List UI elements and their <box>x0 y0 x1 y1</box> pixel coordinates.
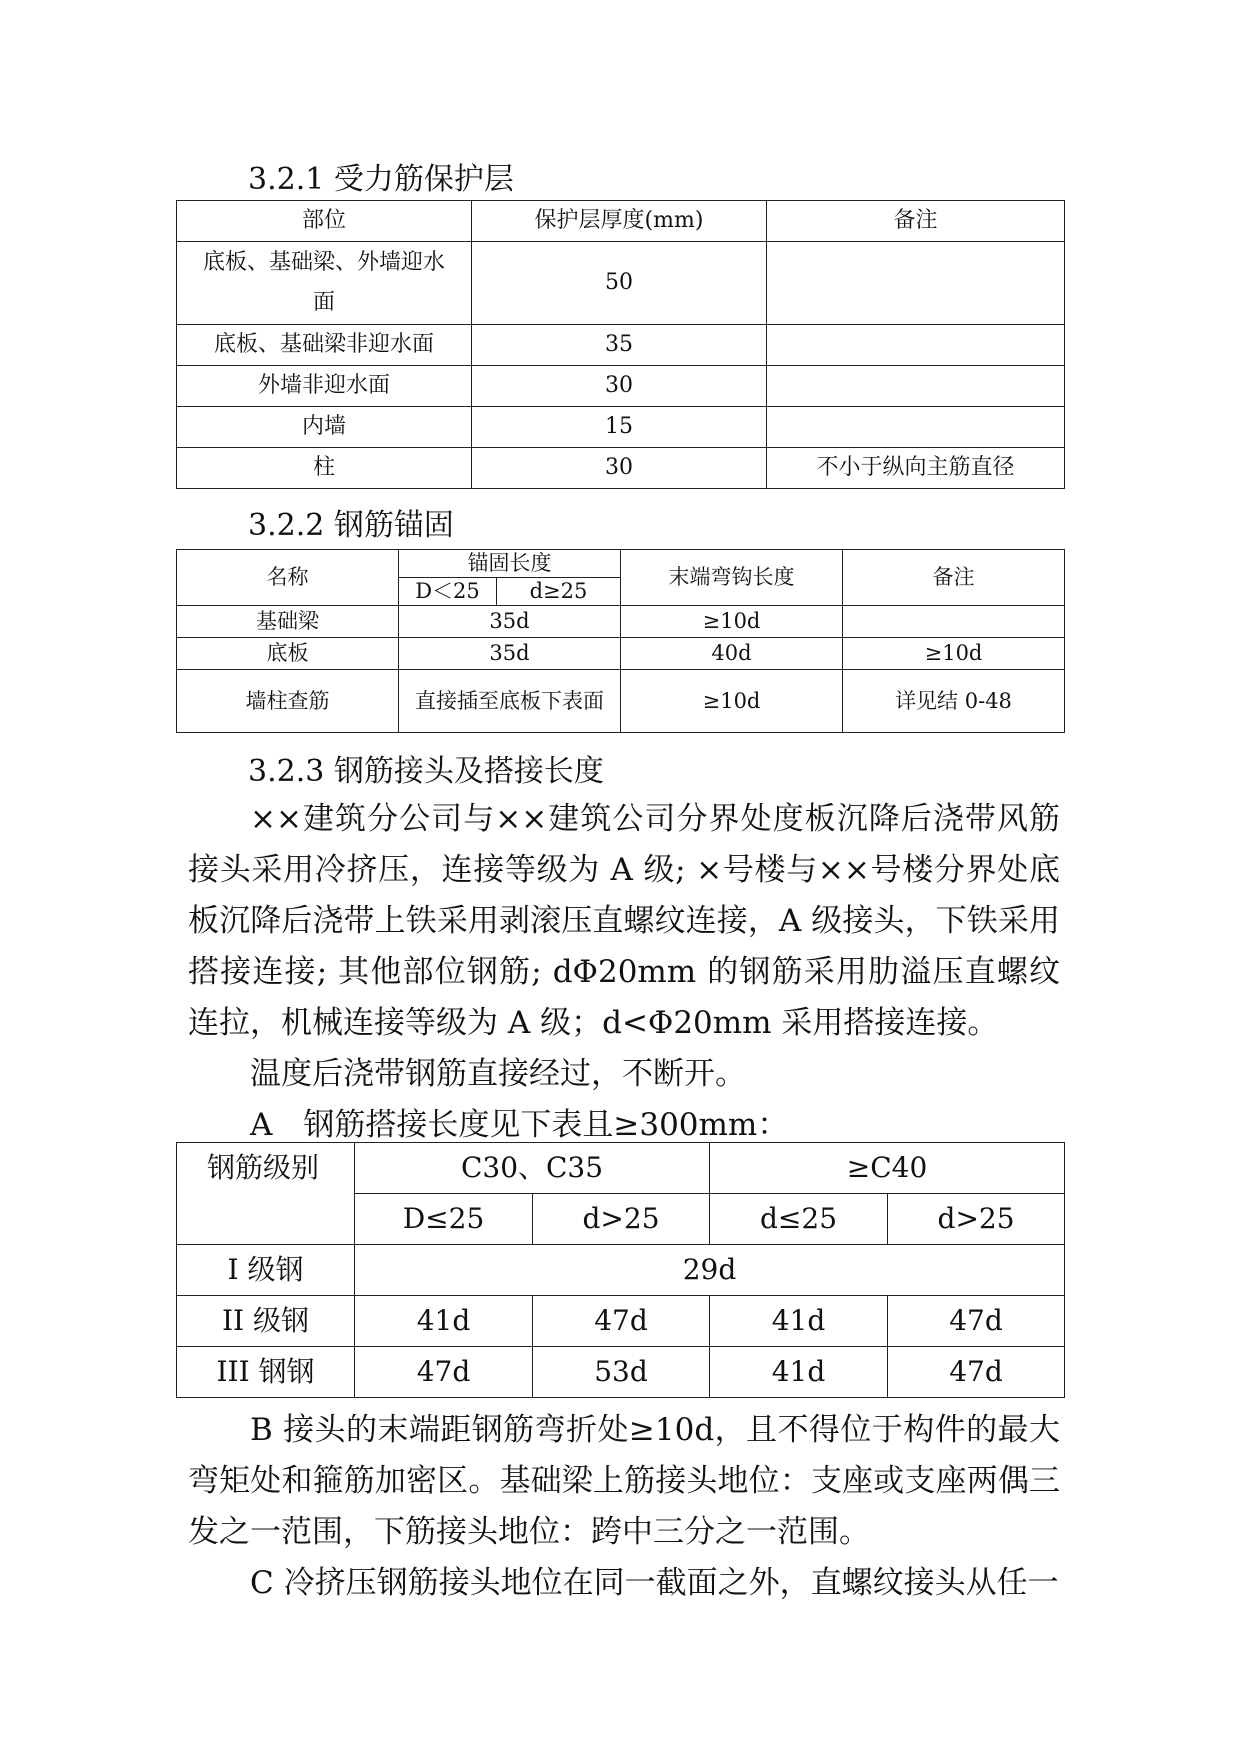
table-cell: 35d <box>399 606 621 638</box>
table-cell: 40d <box>621 638 843 670</box>
table-cell: 不小于纵向主筋直径 <box>767 448 1065 489</box>
table-cell: 41d <box>355 1296 533 1347</box>
header-cell: D≤25 <box>355 1194 533 1245</box>
table-cell: 墙柱查筋 <box>177 670 399 733</box>
header-cell: d≤25 <box>710 1194 888 1245</box>
table-cell: 底板 <box>177 638 399 670</box>
table-row <box>177 1347 1065 1398</box>
table-row <box>177 1296 1065 1347</box>
section-heading-3-2-3: 3.2.3 钢筋接头及搭接长度 <box>248 754 604 789</box>
header-cell: d>25 <box>533 1194 710 1245</box>
header-cell: d>25 <box>888 1194 1065 1245</box>
table-cell: 53d <box>533 1347 710 1398</box>
paragraph-joint-position: B 接头的末端距钢筋弯折处≥10d，且不得位于构件的最大弯矩处和箍筋加密区。基础梁上筋接头地位：支座或支座两偶三发之一范围，下筋接头地位：跨中三分之一范围。 <box>188 1412 1060 1550</box>
header-cell: 锚固长度 <box>399 550 621 578</box>
table-row <box>177 325 1065 366</box>
header-cell: C30、C35 <box>355 1143 710 1194</box>
table-cell <box>843 606 1065 638</box>
table-cell: ≥10d <box>621 670 843 733</box>
table-cell: 15 <box>472 407 767 448</box>
table-cell: 41d <box>710 1296 888 1347</box>
table-cell: 基础梁 <box>177 606 399 638</box>
table-row <box>177 366 1065 407</box>
table-cell: 内墙 <box>177 407 472 448</box>
table-cell: ≥10d <box>621 606 843 638</box>
header-cell: 保护层厚度(mm) <box>472 201 767 242</box>
paragraph-cold-extrusion: C 冷挤压钢筋接头地位在同一截面之外，直螺纹接头从任一 <box>250 1565 1059 1601</box>
header-cell: 末端弯钩长度 <box>621 550 843 606</box>
table-cell: 35d <box>399 638 621 670</box>
table-cell: III 钢钢 <box>177 1347 355 1398</box>
table-header-row <box>177 201 1065 242</box>
anchorage-table <box>176 549 1065 733</box>
table-cell: 50 <box>472 242 767 325</box>
lap-length-table <box>176 1142 1065 1398</box>
table-cell: II 级钢 <box>177 1296 355 1347</box>
header-cell: D＜25 <box>399 578 497 606</box>
table-row <box>177 1245 1065 1296</box>
table-cell: 外墙非迎水面 <box>177 366 472 407</box>
table-cell: 底板、基础梁非迎水面 <box>177 325 472 366</box>
table-cell: 41d <box>710 1347 888 1398</box>
table-cell: 30 <box>472 366 767 407</box>
table-cell <box>767 407 1065 448</box>
header-cell: 备注 <box>767 201 1065 242</box>
table-cell: 47d <box>888 1347 1065 1398</box>
table-cell <box>767 325 1065 366</box>
header-cell: ≥C40 <box>710 1143 1065 1194</box>
table-row <box>177 407 1065 448</box>
paragraph-lap-length-note: A 钢筋搭接长度见下表且≥300mm： <box>250 1107 789 1143</box>
table-header-row <box>177 1143 1065 1194</box>
table-cell: 47d <box>888 1296 1065 1347</box>
paragraph-splice-rules: ××建筑分公司与××建筑公司分界处度板沉降后浇带风筋接头采用冷挤压，连接等级为 A 级; ×号楼与××号楼分界处底板沉降后浇带上铁采用剥滚压直螺纹连接，A 级接头，下铁采用搭接连接; 其他部位钢筋; dΦ20mm 的钢筋采用肋溢压直螺纹连拉，机械连接等级为 A 级；d<Φ20mm 采用搭接连接。 <box>188 801 1060 1041</box>
table-cell: 30 <box>472 448 767 489</box>
header-cell: 备注 <box>843 550 1065 606</box>
header-cell: d≥25 <box>497 578 621 606</box>
table-cell: 47d <box>355 1347 533 1398</box>
header-cell: 钢筋级别 <box>177 1143 355 1245</box>
section-heading-3-2-1: 3.2.1 受力筋保护层 <box>248 162 514 197</box>
table-row <box>177 638 1065 670</box>
table-header-row <box>177 550 1065 578</box>
table-row <box>177 448 1065 489</box>
table-row <box>177 606 1065 638</box>
table-cell <box>767 242 1065 325</box>
section-heading-3-2-2: 3.2.2 钢筋锚固 <box>248 508 454 543</box>
table-cell: 35 <box>472 325 767 366</box>
table-cell: 柱 <box>177 448 472 489</box>
header-cell: 部位 <box>177 201 472 242</box>
table-cell <box>767 366 1065 407</box>
paragraph-temperature-band: 温度后浇带钢筋直接经过，不断开。 <box>250 1056 746 1092</box>
table-cell: ≥10d <box>843 638 1065 670</box>
table-cell: I 级钢 <box>177 1245 355 1296</box>
cover-thickness-table <box>176 200 1065 489</box>
table-cell: 47d <box>533 1296 710 1347</box>
header-cell: 名称 <box>177 550 399 606</box>
table-row <box>177 242 1065 325</box>
table-cell: 详见结 0-48 <box>843 670 1065 733</box>
table-cell: 直接插至底板下表面 <box>399 670 621 733</box>
table-cell: 29d <box>355 1245 1065 1296</box>
table-row <box>177 670 1065 733</box>
table-cell: 底板、基础梁、外墙迎水面 <box>177 242 472 325</box>
